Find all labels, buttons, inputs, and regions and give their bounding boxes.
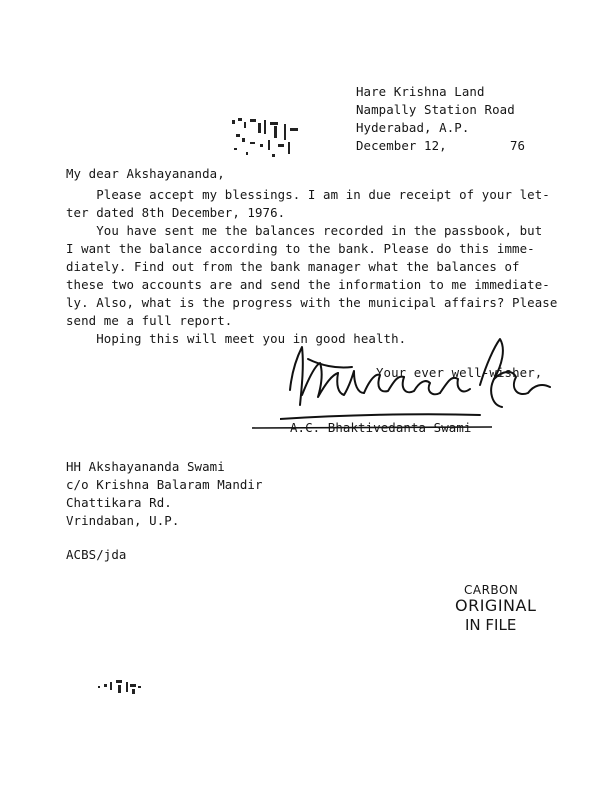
body-line: You have sent me the balances recorded in the passbook, but <box>66 223 543 238</box>
letterhead-line-2: Nampally Station Road <box>356 102 515 117</box>
body-line: I want the balance according to the bank. Please do this imme- <box>66 241 535 256</box>
recipient-line-3: Chattikara Rd. <box>66 495 172 510</box>
recipient-line-1: HH Akshayananda Swami <box>66 459 225 474</box>
ink-smudge-bottom <box>96 676 146 698</box>
handwritten-signature <box>280 335 560 430</box>
recipient-line-4: Vrindaban, U.P. <box>66 513 180 528</box>
stamp-carbon: CARBON <box>464 583 519 597</box>
ink-smudge-top <box>228 114 310 164</box>
body-line: Please accept my blessings. I am in due receipt of your let- <box>66 187 550 202</box>
body-line: ly. Also, what is the progress with the municipal affairs? Please <box>66 295 558 310</box>
body-line: these two accounts are and send the information to me immediate- <box>66 277 550 292</box>
date-year: 76 <box>510 138 526 153</box>
closing: Your ever well-wisher, <box>376 365 543 380</box>
stamp-original: ORIGINAL <box>455 596 537 615</box>
stamp-in-file: IN FILE <box>465 616 517 634</box>
reference-initials: ACBS/jda <box>66 547 127 562</box>
salutation: My dear Akshayananda, <box>66 166 225 181</box>
body-line: send me a full report. <box>66 313 233 328</box>
letterhead-line-1: Hare Krishna Land <box>356 84 485 99</box>
body-line: ter dated 8th December, 1976. <box>66 205 286 220</box>
date-day: December 12, <box>356 138 447 153</box>
signatory-name: A.C. Bhaktivedanta Swami <box>290 420 472 435</box>
body-line: diately. Find out from the bank manager what the balances of <box>66 259 520 274</box>
recipient-line-2: c/o Krishna Balaram Mandir <box>66 477 263 492</box>
letterhead-line-3: Hyderabad, A.P. <box>356 120 470 135</box>
body-line: Hoping this will meet you in good health. <box>66 331 407 346</box>
